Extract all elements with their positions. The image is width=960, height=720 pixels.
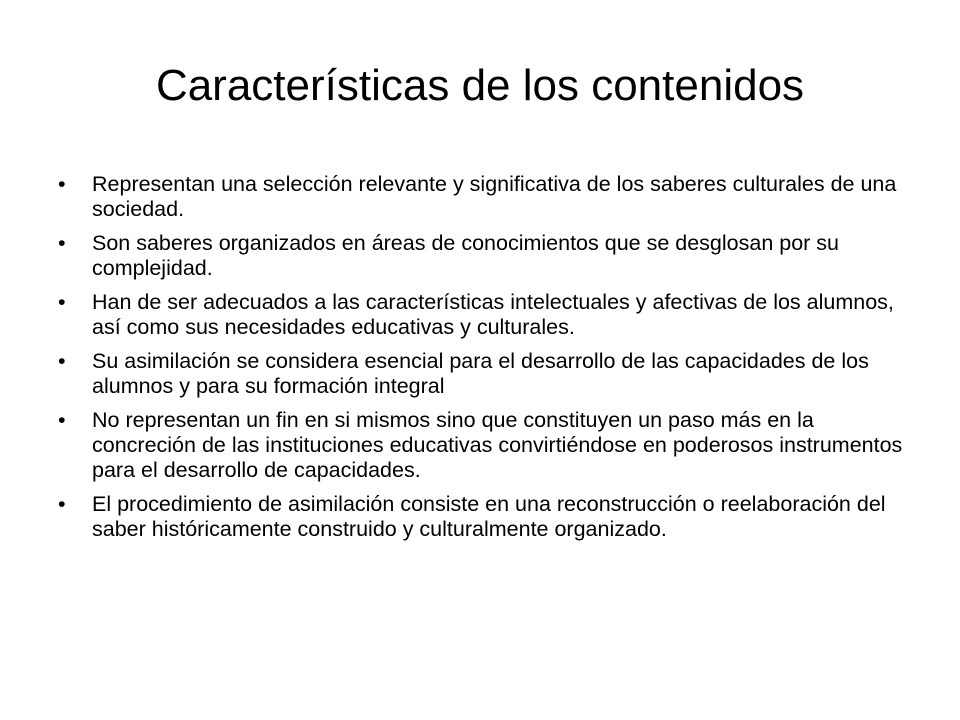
bullet-point-icon: • bbox=[58, 349, 66, 373]
bullet-point-icon: • bbox=[58, 408, 66, 432]
bullet-text: No representan un fin en si mismos sino que constituyen un paso más en la concreción de las instituciones educativas convirtiéndose en poderosos instrumentos para el desarrollo de capacidades. bbox=[92, 408, 903, 482]
bullet-text: Han de ser adecuados a las características intelectuales y afectivas de los alumnos, así como sus necesidades educativas y culturales. bbox=[92, 290, 894, 339]
bullet-item-2 bbox=[58, 231, 918, 281]
bullet-text: El procedimiento de asimilación consiste en una reconstrucción o reelaboración del saber históricamente construido y culturalmente organizado. bbox=[92, 492, 886, 541]
bullet-text: Representan una selección relevante y significativa de los saberes culturales de una sociedad. bbox=[92, 172, 897, 221]
bullet-text: Son saberes organizados en áreas de conocimientos que se desglosan por su complejidad. bbox=[92, 231, 840, 280]
bullet-point-icon: • bbox=[58, 172, 66, 196]
bullet-item-4 bbox=[58, 349, 918, 399]
slide-title: Características de los contenidos bbox=[155, 61, 805, 110]
bullet-point-icon: • bbox=[58, 290, 66, 314]
bullet-item-5 bbox=[58, 408, 918, 483]
bullet-item-1 bbox=[58, 172, 918, 222]
bullet-point-icon: • bbox=[58, 492, 66, 516]
bullet-list bbox=[58, 172, 918, 551]
bullet-item-6 bbox=[58, 492, 918, 542]
bullet-point-icon: • bbox=[58, 231, 66, 255]
bullet-text: Su asimilación se considera esencial para el desarrollo de las capacidades de los alumnos y para su formación integral bbox=[92, 349, 869, 398]
bullet-item-3 bbox=[58, 290, 918, 340]
